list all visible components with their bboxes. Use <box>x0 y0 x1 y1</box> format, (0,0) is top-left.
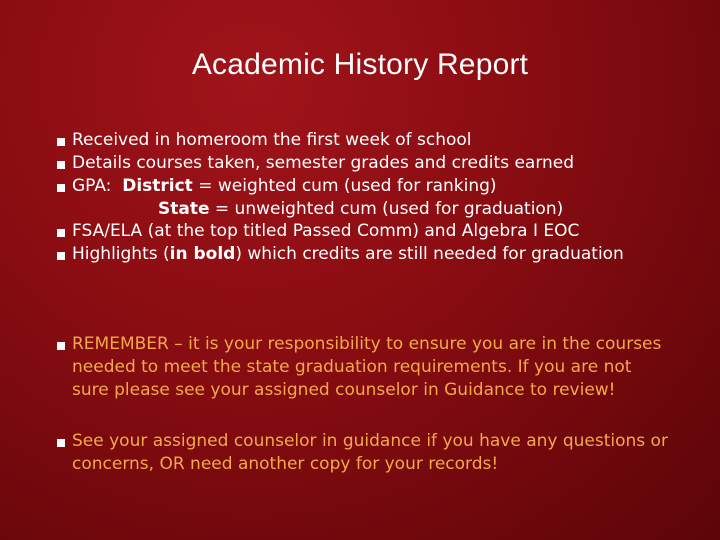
gpa-state-label: State <box>158 199 210 219</box>
bullet-marker <box>57 184 65 192</box>
bullet-marker <box>57 439 65 447</box>
bullet-marker <box>57 252 65 260</box>
note-remember: REMEMBER – it is your responsibility to ensure you are in the courses needed to meet the state graduation requirements. If you are not sure please see your assigned counselor in Guidance to review! <box>72 334 662 400</box>
gpa-district-desc: = weighted cum (used for ranking) <box>192 176 497 196</box>
bullet-homeroom: Received in homeroom the first week of school <box>72 130 472 150</box>
bullet-details: Details courses taken, semester grades and credits earned <box>72 153 575 173</box>
gpa-prefix: GPA: <box>72 176 123 196</box>
gpa-state-line <box>158 198 563 221</box>
bullet-marker <box>57 161 65 169</box>
gpa-district-label: District <box>122 176 193 196</box>
note-counselor: See your assigned counselor in guidance if you have any questions or concerns, OR need another copy for your records! <box>72 431 668 474</box>
highlights-bold: in bold <box>169 244 236 264</box>
bullet-marker <box>57 342 65 350</box>
gpa-state-desc: = unweighted cum (used for graduation) <box>209 199 564 219</box>
bullet-marker <box>57 138 65 146</box>
highlights-before: Highlights ( <box>72 244 170 264</box>
bullet-fsa: FSA/ELA (at the top titled Passed Comm) and Algebra I EOC <box>72 221 580 241</box>
bullet-marker <box>57 229 65 237</box>
highlights-after: ) which credits are still needed for graduation <box>235 244 624 264</box>
bullet-highlights <box>72 243 624 266</box>
bullet-gpa <box>72 175 497 198</box>
slide-title: Academic History Report <box>191 48 529 81</box>
